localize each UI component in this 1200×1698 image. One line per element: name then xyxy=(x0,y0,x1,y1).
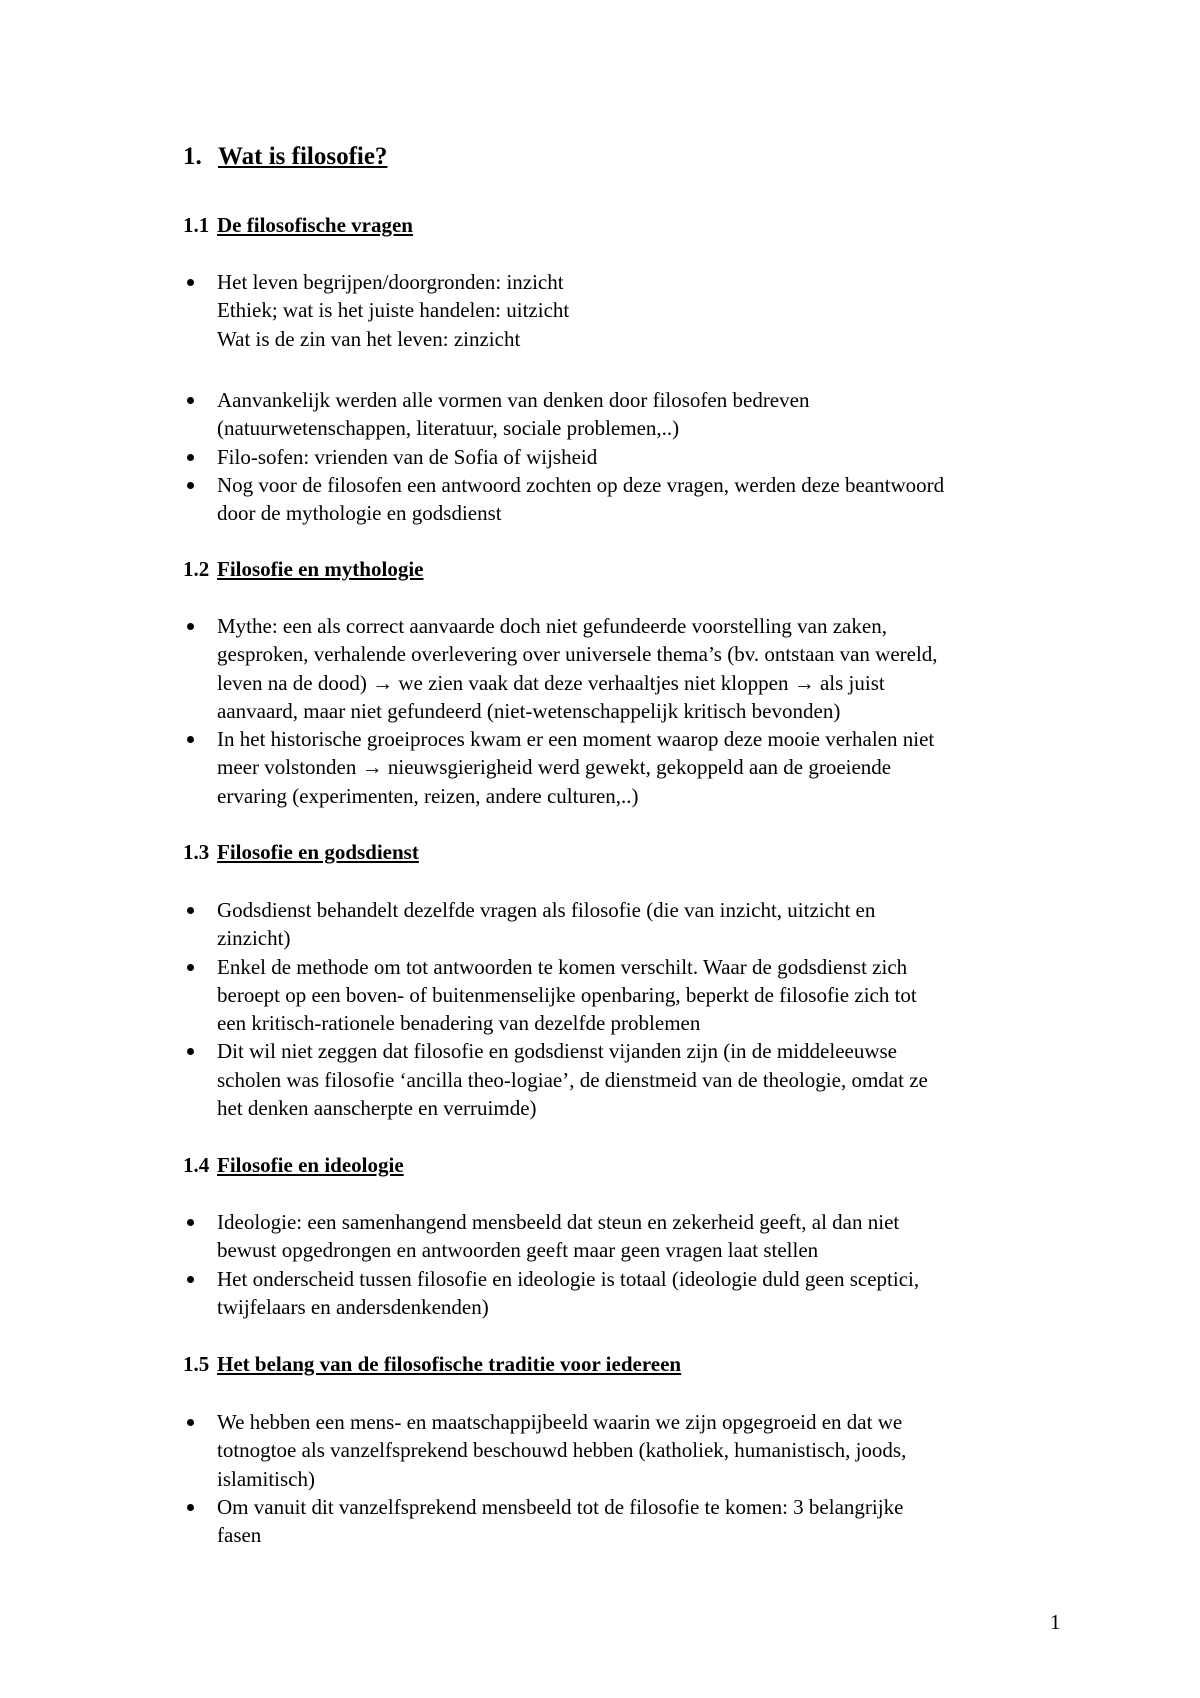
line: Aanvankelijk werden alle vormen van denken door filosofen bedreven xyxy=(217,388,810,412)
line: ervaring (experimenten, reizen, andere culturen,..) xyxy=(217,783,639,808)
line: We hebben een mens- en maatschappijbeeld waarin we zijn opgegroeid en dat we xyxy=(217,1410,903,1434)
text-segment: we zien vaak dat deze verhaaltjes niet kloppen xyxy=(398,670,789,695)
arrow-icon: → xyxy=(793,670,815,695)
section-number: 1.4 xyxy=(183,1153,210,1177)
list-item xyxy=(183,1493,1083,1550)
line: het denken aanscherpte en verruimde) xyxy=(217,1096,537,1121)
line: gesproken, verhalende overlevering over universele thema’s (bv. ontstaan van wereld, xyxy=(217,642,938,667)
line: Het leven begrijpen/doorgronden: inzicht xyxy=(217,270,564,294)
text-segment: meer volstonden xyxy=(217,755,357,780)
arrow-icon: → xyxy=(361,755,383,780)
list-item xyxy=(183,612,1083,725)
line: zinzicht) xyxy=(217,926,291,951)
line: islamitisch) xyxy=(217,1466,315,1491)
section-title: De filosofische vragen xyxy=(217,213,413,237)
line: Het onderscheid tussen filosofie en ideologie is totaal (ideologie duld geen sceptici, xyxy=(217,1266,920,1291)
page-number: 1 xyxy=(1050,1610,1061,1634)
line: Ideologie: een samenhangend mensbeeld dat steun en zekerheid geeft, al dan niet xyxy=(217,1210,900,1234)
bullet-list-1-4 xyxy=(183,1208,1083,1321)
bullet-list-1-1b xyxy=(183,386,1083,527)
line: bewust opgedrongen en antwoorden geeft maar geen vragen laat stellen xyxy=(217,1238,819,1263)
list-item xyxy=(183,953,1083,1038)
bullet-list-1-1a xyxy=(183,268,1083,353)
section-heading-1-4 xyxy=(183,1153,404,1178)
line: fasen xyxy=(217,1523,262,1548)
list-item xyxy=(183,896,1083,953)
chapter-title xyxy=(183,143,387,171)
bullet-list-1-2 xyxy=(183,612,1083,810)
chapter-title-text: Wat is filosofie? xyxy=(218,143,388,170)
section-heading-1-3 xyxy=(183,840,419,865)
text-segment: als juist xyxy=(819,670,885,695)
list-item xyxy=(183,1265,1083,1322)
line: Filo-sofen: vrienden van de Sofia of wijsheid xyxy=(217,444,598,469)
section-number: 1.1 xyxy=(183,213,210,237)
list-item xyxy=(183,443,1083,471)
line: Wat is de zin van het leven: zinzicht xyxy=(217,326,521,351)
line: beroept op een boven- of buitenmenselijke openbaring, beperkt de filosofie zich tot xyxy=(217,982,917,1007)
line: twijfelaars en andersdenkenden) xyxy=(217,1294,489,1319)
list-item xyxy=(183,268,1083,353)
line: door de mythologie en godsdienst xyxy=(217,501,502,526)
line: totnogtoe als vanzelfsprekend beschouwd hebben (katholiek, humanistisch, joods, xyxy=(217,1438,907,1463)
list-item xyxy=(183,1408,1083,1493)
section-number: 1.3 xyxy=(183,840,210,864)
section-heading-1-2 xyxy=(183,557,423,582)
chapter-number: 1. xyxy=(183,143,202,170)
line: Godsdienst behandelt dezelfde vragen als filosofie (die van inzicht, uitzicht en xyxy=(217,898,876,922)
line: een kritisch-rationele benadering van dezelfde problemen xyxy=(217,1011,701,1036)
line: Enkel de methode om tot antwoorden te komen verschilt. Waar de godsdienst zich xyxy=(217,954,908,979)
line: Om vanuit dit vanzelfsprekend mensbeeld tot de filosofie te komen: 3 belangrijke xyxy=(217,1494,904,1519)
line xyxy=(217,753,1083,781)
list-item xyxy=(183,386,1083,443)
bullet-list-1-5 xyxy=(183,1408,1083,1549)
section-number: 1.2 xyxy=(183,557,210,581)
line: Nog voor de filosofen een antwoord zochten op deze vragen, werden deze beantwoord xyxy=(217,472,945,497)
section-heading-1-1 xyxy=(183,213,413,238)
text-segment: leven na de dood) xyxy=(217,670,367,695)
bullet-list-1-3 xyxy=(183,896,1083,1122)
section-title: Filosofie en ideologie xyxy=(217,1153,404,1177)
line: (natuurwetenschappen, literatuur, sociale problemen,..) xyxy=(217,416,680,441)
arrow-icon: → xyxy=(372,670,394,695)
section-title: Het belang van de filosofische traditie voor iedereen xyxy=(217,1352,682,1376)
list-item xyxy=(183,1037,1083,1122)
line: Ethiek; wat is het juiste handelen: uitzicht xyxy=(217,298,570,323)
line: Dit wil niet zeggen dat filosofie en godsdienst vijanden zijn (in de middeleeuwse xyxy=(217,1039,897,1064)
section-title: Filosofie en godsdienst xyxy=(217,840,419,864)
section-title: Filosofie en mythologie xyxy=(217,557,424,581)
list-item xyxy=(183,725,1083,810)
section-heading-1-5 xyxy=(183,1352,681,1377)
text-segment: nieuwsgierigheid werd gewekt, gekoppeld aan de groeiende xyxy=(387,755,892,780)
line: aanvaard, maar niet gefundeerd (niet-wetenschappelijk kritisch bevonden) xyxy=(217,698,841,723)
line: scholen was filosofie ‘ancilla theo-logiae’, de dienstmeid van de theologie, omdat ze xyxy=(217,1067,928,1092)
line: Mythe: een als correct aanvaarde doch niet gefundeerde voorstelling van zaken, xyxy=(217,614,887,638)
list-item xyxy=(183,1208,1083,1265)
list-item xyxy=(183,471,1083,528)
line: In het historische groeiproces kwam er een moment waarop deze mooie verhalen niet xyxy=(217,727,935,752)
section-number: 1.5 xyxy=(183,1352,210,1376)
line xyxy=(217,669,1083,697)
